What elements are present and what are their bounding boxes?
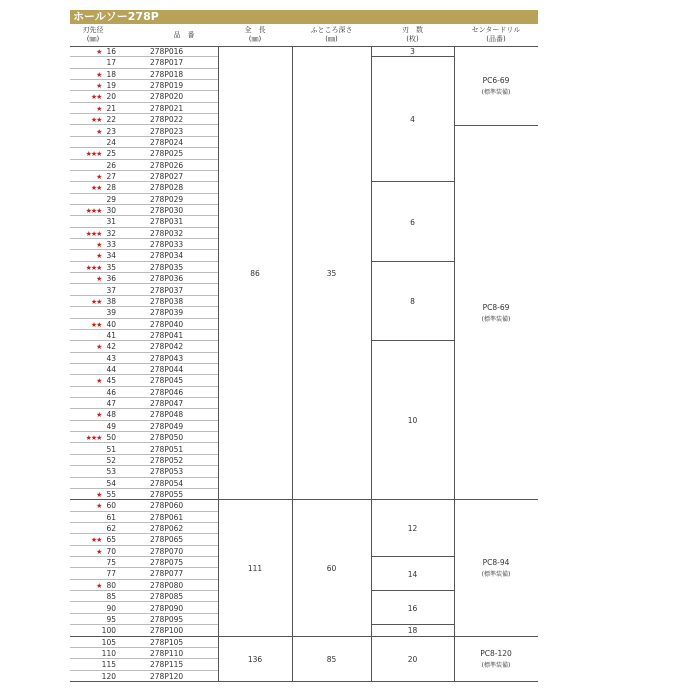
table-row [70,432,218,443]
recommend-stars: ★ [96,275,102,284]
recommend-stars: ★ [96,490,102,499]
group-border [218,681,292,682]
length-cell-value: 86 [250,268,260,278]
diameter-value: 60 [106,501,116,511]
code-cell: 278P052 [150,455,184,465]
table-row [70,296,218,307]
code-cell: 278P054 [150,478,184,488]
table-row [70,103,218,114]
diameter-value: 36 [106,274,116,284]
diameter-value: 30 [106,206,116,215]
table-row [70,148,218,159]
code-cell: 278P024 [150,137,184,147]
table-row [70,228,218,239]
diameter-value: 38 [106,296,116,306]
diameter-cell [70,568,116,579]
teeth-cell-value: 10 [407,416,418,426]
diameter-cell [70,194,116,205]
code-cell: 278P016 [150,47,184,56]
table-row [70,285,218,296]
code-cell: 278P020 [150,92,184,102]
table-row [70,160,218,171]
diameter-cell [70,387,116,398]
table-row [70,46,218,57]
code-cell: 278P120 [150,671,184,681]
teeth-cell [371,262,454,342]
group-border [454,681,538,682]
teeth-cell-value: 18 [407,626,418,636]
teeth-cell-value: 8 [410,297,415,307]
header-length [218,24,292,46]
diameter-value: 27 [106,171,116,181]
diameter-value: 61 [106,512,116,522]
recommend-stars: ★ [96,127,102,136]
header-teeth-label: 刃 数 [402,26,423,34]
table-row [70,500,218,511]
table-row [70,478,218,489]
table-row [70,353,218,364]
teeth-cell [371,557,454,591]
recommend-stars: ★★★ [85,229,102,238]
recommend-stars: ★ [96,547,102,556]
code-cell: 278P037 [150,285,184,295]
code-cell: 278P029 [150,194,184,204]
diameter-value: 53 [106,467,116,477]
table-row [70,603,218,614]
diameter-value: 54 [106,478,116,488]
table-row [70,614,218,625]
table-row [70,580,218,591]
code-cell: 278P062 [150,524,184,533]
code-cell: 278P044 [150,365,184,374]
depth-cell-value: 85 [326,654,337,664]
diameter-value: 17 [106,58,116,68]
teeth-cell [371,341,454,500]
recommend-stars: ★★ [90,116,102,125]
diameter-cell [70,614,116,625]
table-row [70,512,218,523]
depth-cell-value: 60 [326,563,337,573]
diameter-value: 39 [106,308,116,318]
group-border [292,681,371,682]
column-divider [371,46,372,682]
diameter-cell [70,455,116,466]
diameter-value: 100 [101,626,116,636]
column-divider [218,46,219,682]
diameter-value: 20 [106,92,116,102]
recommend-stars: ★★★ [85,263,102,272]
table-header [70,24,538,46]
diameter-cell [70,398,116,409]
code-cell: 278P075 [150,558,184,568]
code-cell: 278P034 [150,251,184,261]
table-row [70,591,218,602]
table-row [70,171,218,182]
recommend-stars: ★ [96,581,102,590]
table-row [70,557,218,568]
recommend-stars: ★★ [90,320,102,329]
depth-cell [292,46,371,500]
diameter-value: 22 [106,115,116,125]
code-cell: 278P115 [150,660,184,670]
code-cell: 278P060 [150,501,184,511]
teeth-cell-value: 16 [407,603,418,613]
code-cell: 278P035 [150,262,184,272]
diameter-value: 65 [106,535,116,545]
code-cell: 278P046 [150,387,184,397]
teeth-cell [371,591,454,625]
code-cell: 278P047 [150,399,184,409]
diameter-value: 41 [106,330,116,340]
drill-cell-value: PC6-69 [482,75,510,85]
diameter-value: 16 [106,47,116,56]
column-divider [454,46,455,682]
table-row [70,80,218,91]
code-cell: 278P110 [150,648,184,658]
table-row [70,455,218,466]
code-cell: 278P032 [150,228,184,238]
table-row [70,341,218,352]
length-cell-value: 111 [247,563,263,573]
drill-cell-value: PC8-120 [480,649,512,659]
length-cell [218,500,292,636]
diameter-value: 77 [106,569,116,579]
code-cell: 278P033 [150,240,184,250]
teeth-cell-value: 14 [407,569,418,579]
diameter-value: 52 [106,455,116,465]
code-cell: 278P100 [150,626,184,636]
diameter-value: 105 [101,637,116,647]
code-cell: 278P105 [150,637,184,647]
header-depth-label: ふところ深さ [310,26,353,34]
page-title: ホールソー278P [70,10,538,24]
teeth-cell-value: 3 [410,47,415,57]
drill-cell-value: PC8-69 [482,302,510,312]
recommend-stars: ★ [96,104,102,113]
drill-cell-note: (標準装備) [481,315,511,323]
code-cell: 278P039 [150,308,184,318]
recommend-stars: ★ [96,411,102,420]
teeth-cell-value: 20 [407,654,418,664]
recommend-stars: ★ [96,172,102,181]
drill-cell [454,500,538,636]
diameter-cell [70,137,116,148]
teeth-cell [371,637,454,682]
table-row [70,69,218,80]
diameter-cell [70,466,116,477]
table-row [70,205,218,216]
diameter-value: 110 [101,648,116,658]
code-cell: 278P021 [150,103,184,113]
code-cell: 278P018 [150,69,184,79]
table-row [70,307,218,318]
code-cell: 278P065 [150,535,184,545]
diameter-cell [70,512,116,523]
table-row [70,239,218,250]
code-cell: 278P090 [150,603,184,613]
code-cell: 278P053 [150,467,184,477]
table-row [70,364,218,375]
code-cell: 278P019 [150,81,184,91]
diameter-cell [70,625,116,636]
drill-cell-note: (標準装備) [481,571,511,579]
code-cell: 278P022 [150,115,184,125]
table-row [70,568,218,579]
diameter-value: 19 [106,81,116,91]
diameter-value: 90 [106,603,116,613]
recommend-stars: ★★ [90,93,102,102]
table-row [70,409,218,420]
recommend-stars: ★ [96,82,102,91]
diameter-value: 48 [106,410,116,420]
header-diameter-label: 刃先径 [82,26,104,34]
recommend-stars: ★ [96,241,102,250]
table-row [70,250,218,261]
diameter-value: 37 [106,285,116,295]
teeth-cell-value: 4 [410,115,415,125]
diameter-value: 33 [106,240,116,250]
header-length-label: 全 長 [244,26,266,34]
table-row [70,671,218,682]
depth-cell [292,500,371,636]
table-row [70,546,218,557]
diameter-cell [70,671,116,682]
diameter-cell [70,523,116,534]
header-depth-unit: (㎜) [325,35,338,43]
diameter-value: 55 [106,489,116,499]
header-depth [292,24,371,46]
teeth-cell [371,500,454,557]
diameter-value: 45 [106,376,116,386]
diameter-cell [70,285,116,296]
length-cell-value: 136 [247,654,263,664]
diameter-cell [70,637,116,648]
table-row [70,534,218,545]
diameter-cell [70,648,116,659]
diameter-value: 43 [106,353,116,363]
table-row [70,319,218,330]
table-row [70,637,218,648]
header-diameter-unit: (㎜) [86,35,100,43]
code-cell: 278P051 [150,444,184,454]
spec-table [70,46,538,682]
table-row [70,330,218,341]
header-diameter [70,24,116,46]
table-row [70,194,218,205]
code-cell: 278P061 [150,512,184,522]
header-teeth-unit: (枚) [406,35,419,43]
table-row [70,273,218,284]
diameter-value: 34 [106,251,116,261]
code-cell: 278P025 [150,149,184,159]
recommend-stars: ★ [96,48,102,56]
diameter-value: 80 [106,580,116,590]
depth-cell-value: 35 [326,268,337,278]
length-cell [218,46,292,500]
drill-cell-note: (標準装備) [481,662,511,670]
diameter-value: 62 [106,524,116,533]
teeth-cell [371,57,454,182]
drill-cell [454,46,538,126]
diameter-cell [70,57,116,68]
code-cell: 278P023 [150,126,184,136]
code-cell: 278P050 [150,433,184,443]
diameter-cell [70,478,116,489]
table-row [70,489,218,500]
code-cell: 278P027 [150,171,184,181]
diameter-value: 40 [106,319,116,329]
diameter-value: 120 [101,671,116,681]
diameter-value: 42 [106,342,116,352]
header-drill-unit: (品番) [486,35,506,43]
table-row [70,126,218,137]
code-cell: 278P070 [150,546,184,556]
diameter-value: 44 [106,365,116,374]
drill-cell [454,637,538,682]
recommend-stars: ★★ [90,297,102,306]
code-cell: 278P095 [150,614,184,624]
table-row [70,91,218,102]
teeth-cell-value: 12 [407,524,418,534]
diameter-value: 115 [101,660,116,670]
code-cell: 278P045 [150,376,184,386]
diameter-value: 70 [106,546,116,556]
table-row [70,182,218,193]
header-code-label: 品 番 [173,30,195,39]
drill-cell [454,126,538,501]
diameter-value: 51 [106,444,116,454]
diameter-value: 21 [106,103,116,113]
recommend-stars: ★ [96,502,102,511]
table-row [70,387,218,398]
diameter-value: 32 [106,228,116,238]
table-row [70,659,218,670]
header-length-unit: (㎜) [248,35,262,43]
recommend-stars: ★ [96,252,102,261]
recommend-stars: ★★ [90,536,102,545]
diameter-value: 95 [106,614,116,624]
header-drill [454,24,538,46]
diameter-cell [70,557,116,568]
diameter-cell [70,421,116,432]
diameter-cell [70,591,116,602]
recommend-stars: ★ [96,70,102,79]
code-cell: 278P040 [150,319,184,329]
drill-cell-note: (標準装備) [481,88,511,96]
code-cell: 278P030 [150,206,184,215]
table-row [70,57,218,68]
diameter-value: 49 [106,421,116,431]
recommend-stars: ★★★ [85,207,102,215]
teeth-cell-value: 6 [410,217,415,227]
table-row [70,648,218,659]
code-cell: 278P026 [150,160,184,170]
header-drill-label: センタードリル [471,26,521,34]
diameter-value: 46 [106,387,116,397]
code-cell: 278P031 [150,217,184,227]
diameter-cell [70,330,116,341]
table-top-border [70,46,538,47]
code-cell: 278P085 [150,592,184,602]
depth-cell [292,637,371,682]
diameter-cell [70,444,116,455]
column-divider [292,46,293,682]
code-cell: 278P080 [150,580,184,590]
diameter-value: 50 [106,433,116,443]
recommend-stars: ★★★ [85,434,102,443]
teeth-cell [371,182,454,262]
code-cell: 278P043 [150,353,184,363]
recommend-stars: ★★ [90,184,102,193]
header-code [150,24,218,46]
code-cell: 278P042 [150,342,184,352]
diameter-value: 75 [106,558,116,568]
code-cell: 278P055 [150,489,184,499]
diameter-value: 85 [106,592,116,602]
diameter-value: 29 [106,194,116,204]
table-row [70,523,218,534]
diameter-value: 47 [106,399,116,409]
code-cell: 278P048 [150,410,184,420]
recommend-stars: ★ [96,343,102,352]
table-row [70,444,218,455]
diameter-cell [70,659,116,670]
table-row [70,262,218,273]
diameter-value: 25 [106,149,116,159]
table-row [70,216,218,227]
diameter-value: 18 [106,69,116,79]
table-row [70,421,218,432]
code-cell: 278P017 [150,58,184,68]
table-row [70,375,218,386]
diameter-cell [70,353,116,364]
diameter-value: 28 [106,183,116,193]
length-cell [218,637,292,682]
diameter-value: 23 [106,126,116,136]
diameter-value: 35 [106,262,116,272]
table-row [70,398,218,409]
table-row [70,466,218,477]
diameter-value: 31 [106,217,116,227]
diameter-cell [70,160,116,171]
recommend-stars: ★ [96,377,102,386]
diameter-value: 26 [106,160,116,170]
code-cell: 278P041 [150,330,184,340]
diameter-cell [70,216,116,227]
recommend-stars: ★★★ [85,150,102,159]
table-row [70,137,218,148]
diameter-value: 24 [106,137,116,147]
code-cell: 278P038 [150,296,184,306]
code-cell: 278P077 [150,569,184,579]
diameter-cell [70,307,116,318]
code-cell: 278P028 [150,183,184,193]
header-teeth [371,24,454,46]
table-row [70,114,218,125]
diameter-cell [70,603,116,614]
drill-cell-value: PC8-94 [482,558,510,568]
code-cell: 278P036 [150,274,184,284]
code-cell: 278P049 [150,421,184,431]
table-row [70,625,218,636]
group-border [371,681,454,682]
diameter-cell [70,364,116,375]
